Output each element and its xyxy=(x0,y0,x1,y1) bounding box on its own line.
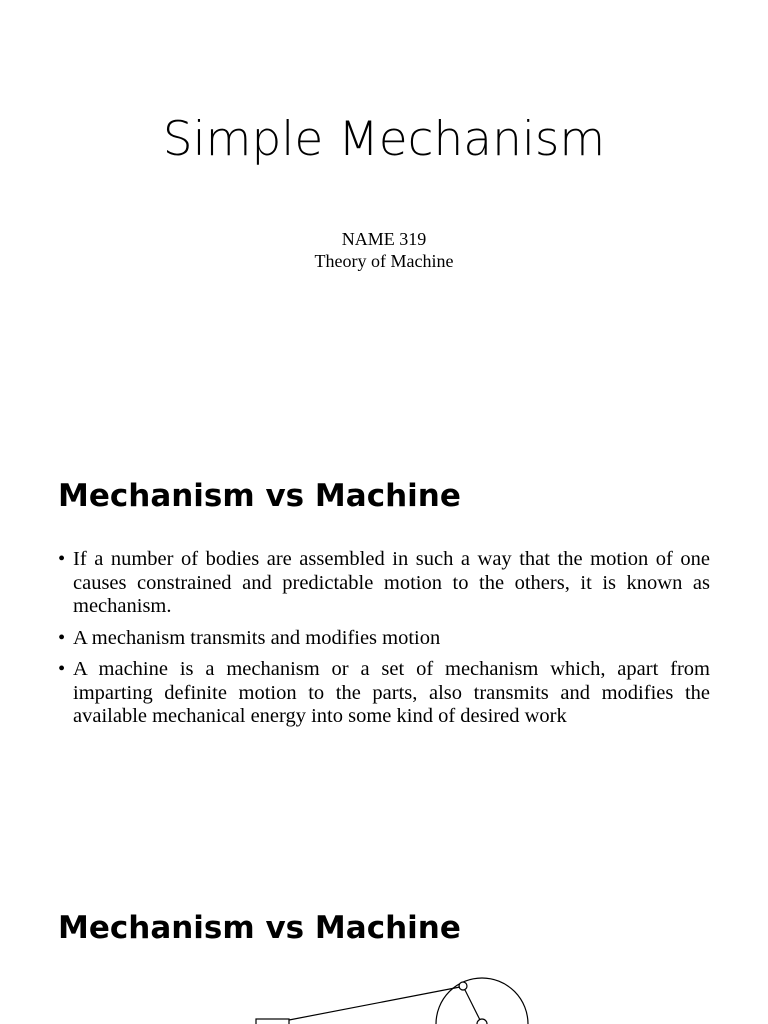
presentation-title: Simple Mechanism xyxy=(162,112,606,167)
bullet-text: A machine is a mechanism or a set of mechanism which, apart from imparting definite motion to the parts, also transmits and modifies the available mechanical energy into some kind of desired work xyxy=(73,658,710,727)
bullet-item xyxy=(58,627,710,651)
connecting-rod xyxy=(289,987,460,1020)
slide-heading: Mechanism vs Machine xyxy=(58,910,461,946)
slider-block-icon xyxy=(256,1019,289,1024)
bullet-item xyxy=(58,548,710,619)
bullet-icon: • xyxy=(58,658,66,680)
course-info xyxy=(0,228,768,272)
bullet-text: A mechanism transmits and modifies motion xyxy=(73,626,441,649)
course-name: Theory of Machine xyxy=(314,251,454,271)
diagram-slide xyxy=(0,864,768,1024)
bullet-text: If a number of bodies are assembled in such a way that the motion of one causes constrained and predictable motion to the others, it is known as mechanism. xyxy=(73,548,710,617)
title-slide xyxy=(0,0,768,432)
crank-wheel-icon xyxy=(436,978,528,1024)
crank-pivot-icon xyxy=(477,1019,487,1024)
bullet-icon: • xyxy=(58,626,66,649)
slide-heading: Mechanism vs Machine xyxy=(58,478,461,514)
course-code: NAME 319 xyxy=(341,229,427,249)
definition-slide xyxy=(0,432,768,864)
bullet-list xyxy=(58,548,710,737)
bullet-icon: • xyxy=(58,548,66,570)
crank-pin-icon xyxy=(459,982,467,990)
crank-arm xyxy=(463,986,482,1024)
bullet-item xyxy=(58,658,710,729)
